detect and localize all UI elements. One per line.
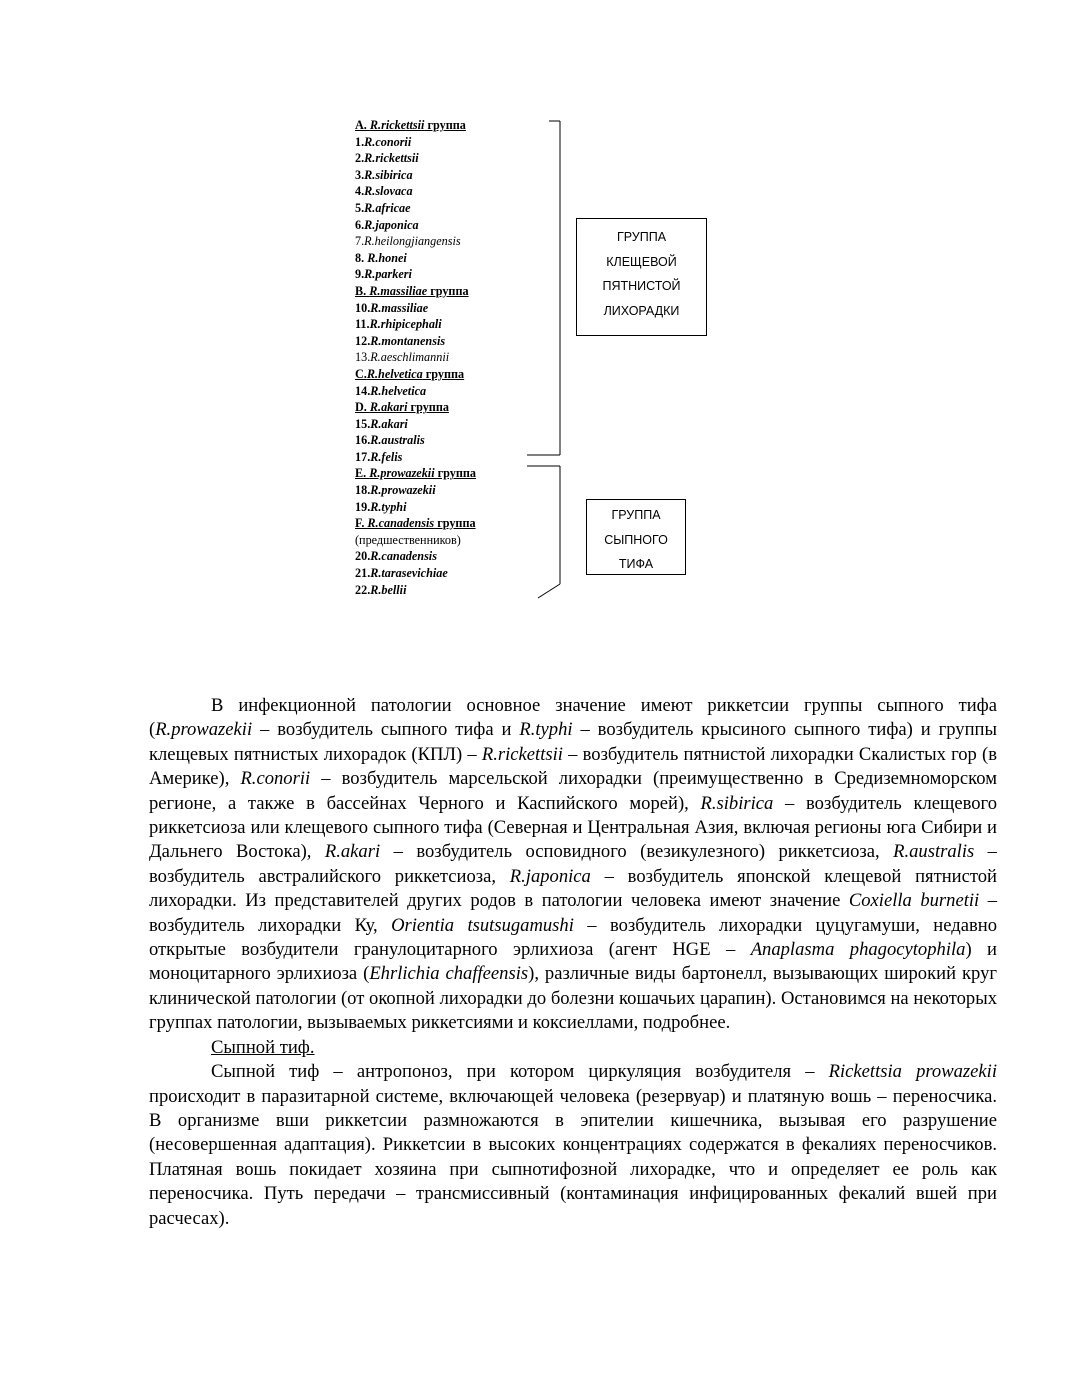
group-header: E. R.prowazekii группа — [355, 466, 477, 481]
species-item: 21.R.tarasevichiae — [355, 566, 448, 581]
group-note: (предшественников) — [355, 532, 461, 547]
spotted-fever-line: КЛЕЩЕВОЙ — [606, 254, 677, 269]
species-name: R.akari — [370, 416, 408, 431]
species-name: R.massiliae — [370, 300, 429, 315]
paragraph: В инфекционной патологии основное значение имеют риккетсии группы сыпного тифа (R.prowazekii – возбудитель сыпного тифа и R.typhi – возбудитель крысиного сыпного тифа) и группы клещевых пятнистых лихорадок (КПЛ) – R.rickettsii – возбудитель пятнистой лихорадки Скалистых гор (в Америке), R.conorii – возбудитель марсельской лихорадки (преимущественно в Средиземноморском регионе, а также в бассейнах Черного и Каспийского морей), R.sibirica – возбудитель клещевого риккетсиоза или клещевого сыпного тифа (Северная и Центральная Азия, включая регионы юга Сибири и Дальнего Востока), R.akari – возбудитель осповидного (везикулезного) риккетсиоза, R.australis – возбудитель австралийского риккетсиоза, R.japonica – возбудитель японской клещевой пятнистой лихорадки. Из представителей других родов в патологии человека имеют значение Coxiella burnetii – возбудитель лихорадки Ку, Orientia tsutsugamushi – возбудитель лихорадки цуцугамуши, недавно открытые возбудители гранулоцитарного эрлихиоза (агент HGE – Anaplasma phagocytophila) и моноцитарного эрлихиоза (Ehrlichia chaffeensis), различные виды бартонелл, вызывающих широкий круг клинической патологии (от окопной лихорадки до болезни кошачьих царапин). Остановимся на некоторых группах патологии, вызываемых риккетсиями и коксиеллами, подробнее. — [149, 695, 998, 1034]
species-name: R.sibirica — [364, 167, 413, 182]
species-item: 10.R.massiliae — [355, 300, 429, 315]
species-term: R.typhi — [519, 719, 573, 741]
group-header: B. R.massiliae группа — [355, 283, 469, 298]
group-header-species: R.rickettsii — [369, 118, 425, 132]
species-name: R.africae — [364, 200, 411, 215]
species-item: 9.R.parkeri — [355, 267, 412, 282]
species-term: R.akari — [324, 841, 381, 863]
species-item: 15.R.akari — [355, 416, 408, 431]
species-name: R.slovaca — [364, 184, 413, 199]
section-heading: Сыпной тиф. — [211, 1036, 315, 1058]
species-name: R.honei — [367, 250, 407, 265]
species-item: 17.R.felis — [355, 449, 403, 464]
species-term: R.rickettsii — [481, 743, 563, 765]
typhus-line: ТИФА — [618, 557, 654, 571]
species-term: Ehrlichia chaffeensis — [369, 963, 529, 985]
typhus-group-box — [586, 499, 686, 575]
species-item: 7.R.heilongjiangensis — [355, 234, 461, 249]
species-item: 5.R.africae — [355, 200, 411, 215]
typhus-line: ГРУППА — [611, 508, 661, 522]
species-name: R.australis — [370, 433, 425, 448]
species-term: R.conorii — [240, 768, 311, 790]
species-name: R.heilongjiangensis — [364, 234, 461, 249]
species-item: 20.R.canadensis — [355, 549, 437, 564]
group-header-species: R.helvetica — [366, 366, 423, 381]
species-name: R.montanensis — [370, 333, 446, 348]
group-header-species: R.akari — [369, 400, 408, 415]
species-item: 14.R.helvetica — [355, 383, 427, 398]
species-item: 11.R.rhipicephali — [355, 317, 442, 332]
species-term: R.sibirica — [700, 792, 774, 814]
group-header: F. R.canadensis группа — [355, 516, 476, 531]
species-item: 16.R.australis — [355, 433, 425, 448]
species-name: R.tarasevichiae — [370, 566, 448, 581]
spotted-fever-line: ПЯТНИСТОЙ — [602, 279, 681, 293]
species-item: 2.R.rickettsii — [355, 151, 419, 166]
species-item: 4.R.slovaca — [355, 184, 413, 199]
species-term: Orientia tsutsugamushi — [391, 914, 574, 936]
species-item: 6.R.japonica — [355, 217, 419, 232]
spotted-fever-line: ГРУППА — [616, 230, 667, 244]
species-item: 8. R.honei — [355, 250, 407, 265]
species-name: R.bellii — [370, 582, 407, 597]
group-header-species: R.prowazekii — [369, 466, 435, 481]
species-name: R.conorii — [364, 134, 412, 149]
species-item: 1.R.conorii — [355, 134, 412, 149]
species-name: R.prowazekii — [370, 483, 436, 498]
typhus-bracket-bottom — [538, 584, 560, 598]
species-term: Rickettsia prowazekii — [828, 1061, 997, 1083]
species-name: R.canadensis — [370, 549, 437, 564]
typhus-line: СЫПНОГО — [604, 532, 668, 547]
species-item: 3.R.sibirica — [355, 167, 413, 182]
species-term: R.prowazekii — [155, 719, 253, 741]
species-term: Coxiella burnetii — [848, 890, 980, 912]
species-name: R.rickettsii — [364, 151, 419, 166]
group-header-species: R.massiliae — [369, 283, 428, 298]
species-name: R.rhipicephali — [369, 317, 442, 332]
species-term: Anaplasma phagocytophila — [750, 939, 966, 961]
species-name: R.parkeri — [364, 267, 412, 282]
group-header: C.R.helvetica группа — [355, 366, 465, 381]
species-item: 13.R.aeschlimannii — [355, 350, 450, 365]
species-term: R.japonica — [509, 865, 591, 887]
body-text — [149, 694, 997, 1231]
species-item: 19.R.typhi — [355, 499, 407, 514]
species-name: R.japonica — [364, 217, 419, 232]
species-item: 22.R.bellii — [355, 582, 407, 597]
spotted-fever-line: ЛИХОРАДКИ — [603, 303, 680, 318]
spotted-fever-group-box — [576, 218, 707, 336]
group-header: D. R.akari группа — [355, 400, 449, 415]
species-list — [355, 117, 476, 598]
species-name: R.felis — [370, 449, 403, 464]
species-name: R.helvetica — [370, 383, 427, 398]
group-header-species: R.canadensis — [367, 516, 435, 531]
species-item: 18.R.prowazekii — [355, 483, 436, 498]
species-name: R.aeschlimannii — [370, 350, 450, 365]
species-term: R.australis — [893, 841, 975, 863]
group-header: A. R.rickettsii группа — [355, 118, 466, 132]
paragraph: Сыпной тиф – антропоноз, при котором циркуляция возбудителя – Rickettsia prowazekii происходит в паразитарной системе, включающей человека (резервуар) и платяную вошь – переносчика. В организме вши риккетсии размножаются в эпителии кишечника, вызывая его разрушение (несовершенная адаптация). Риккетсии в высоких концентрациях содержатся в фекалиях переносчиков. Платяная вошь покидает хозяина при сыпнотифозной лихорадке, что и определяет ее роль как переносчика. Путь передачи – трансмиссивный (контаминация инфицированных фекалий вшей при расчесах). — [149, 1061, 997, 1229]
species-name: R.typhi — [370, 499, 407, 514]
species-item: 12.R.montanensis — [355, 333, 446, 348]
